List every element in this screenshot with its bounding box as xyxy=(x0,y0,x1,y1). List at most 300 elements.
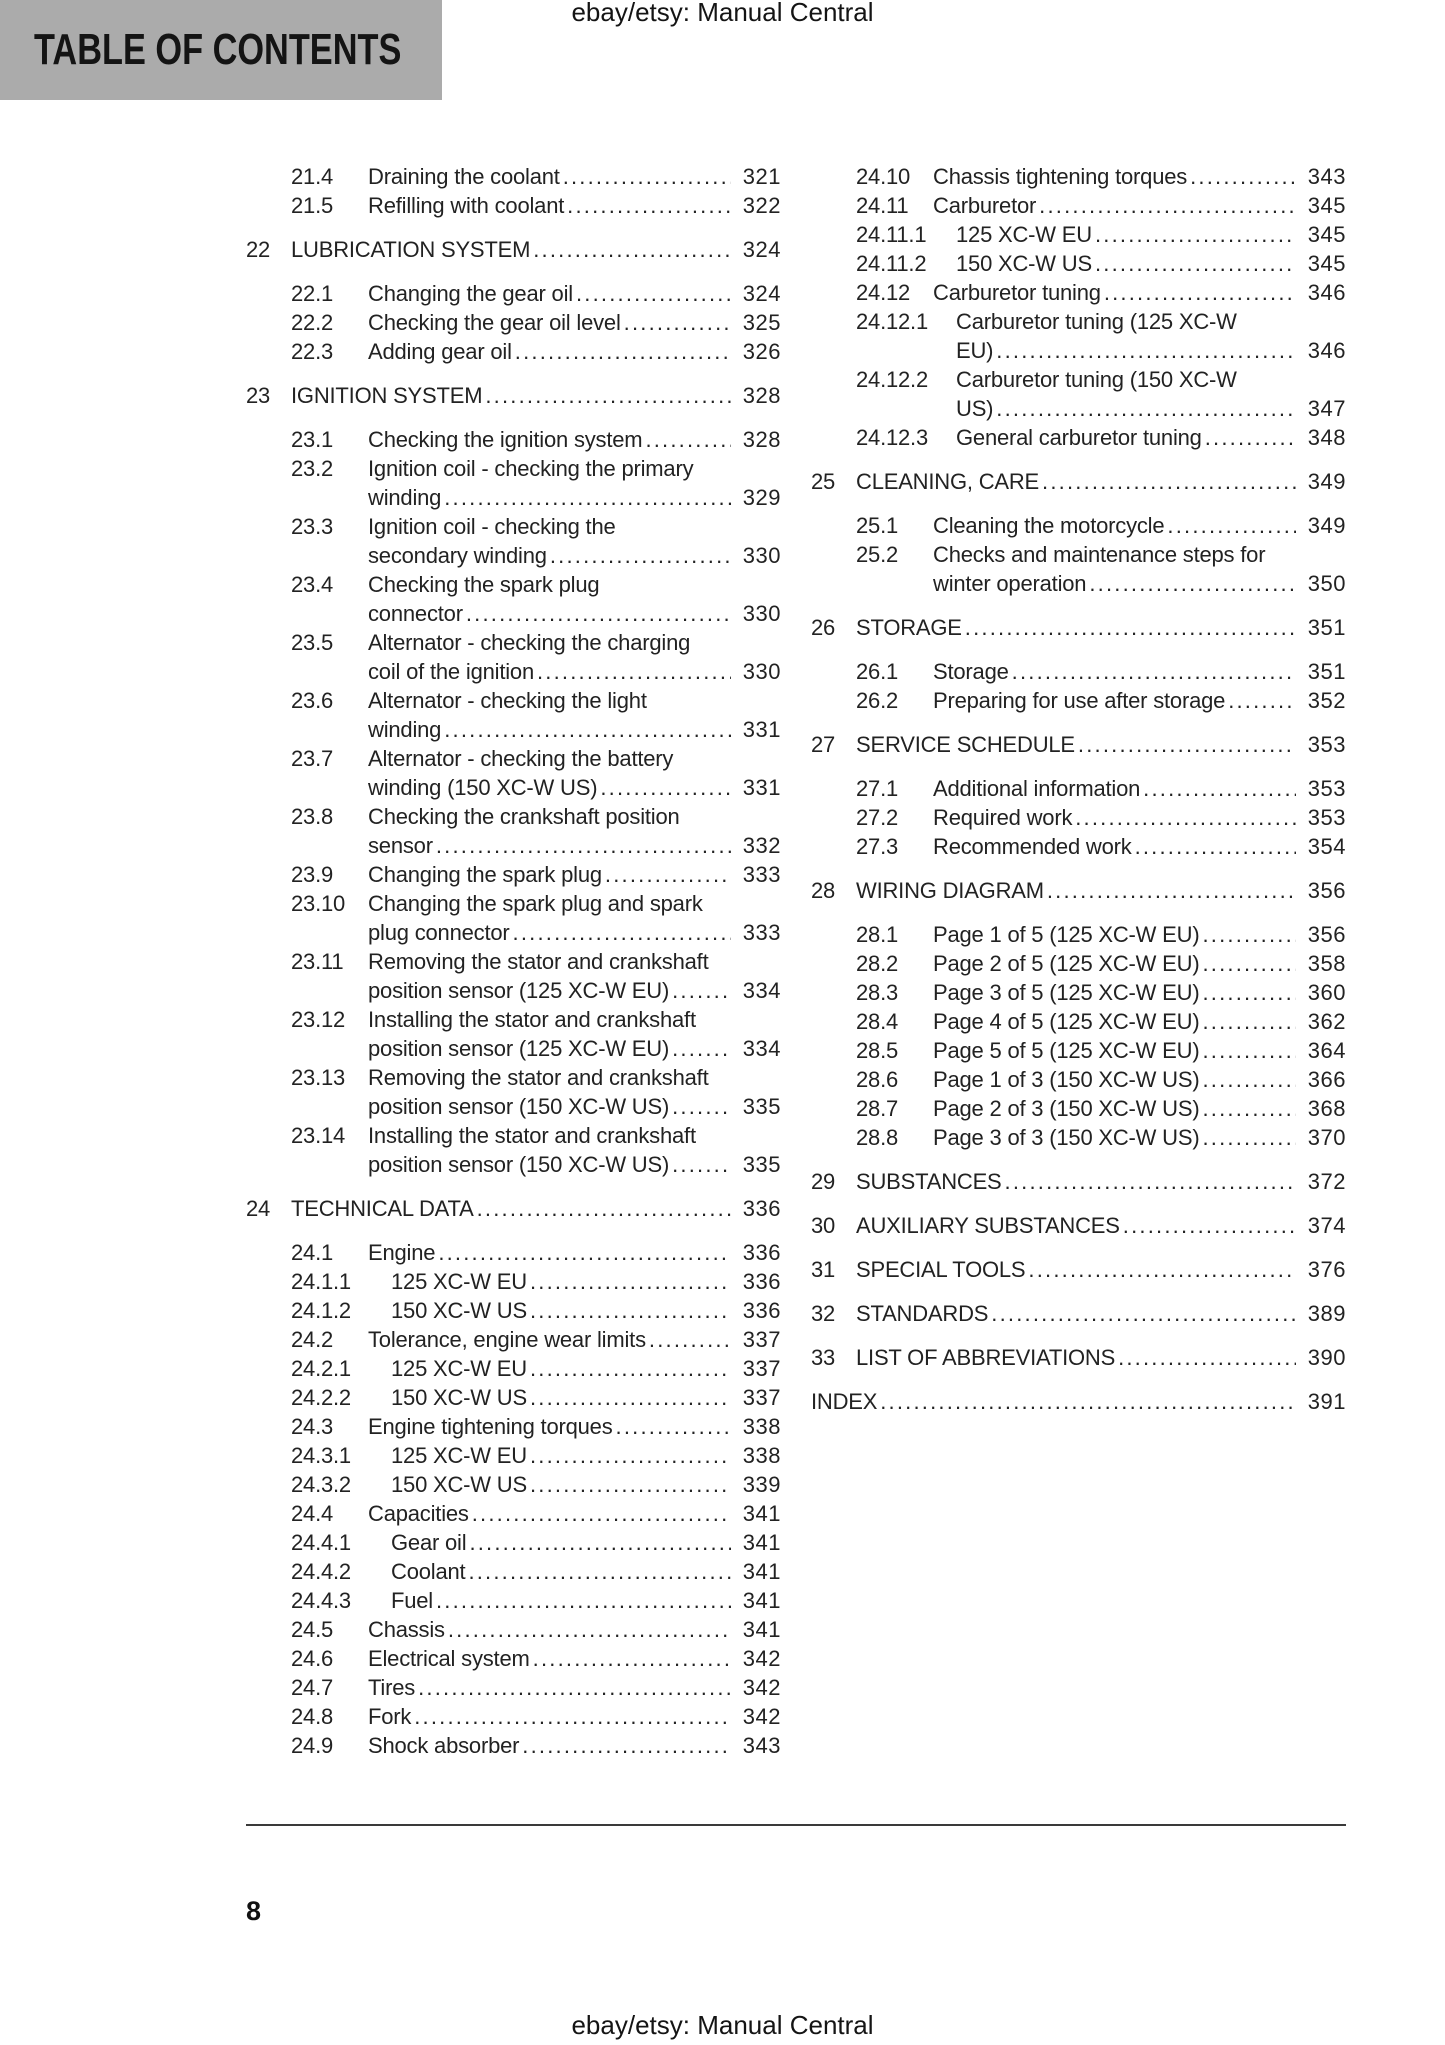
toc-entry-page: 335 xyxy=(742,1152,781,1177)
toc-entry-title-line: Carburetor tuning (150 XC-W xyxy=(956,367,1237,392)
toc-entry-24.1.2 xyxy=(246,1296,781,1325)
toc-entry-number: 28.5 xyxy=(856,1038,899,1063)
toc-entry-23.8 xyxy=(246,802,781,860)
toc-entry-number: 23.7 xyxy=(291,746,334,771)
toc-entry-body xyxy=(856,1211,1346,1240)
toc-entry-page: 370 xyxy=(1307,1125,1346,1150)
toc-entry-24.12.2 xyxy=(811,365,1346,423)
toc-entry-title: CLEANING, CARE xyxy=(856,469,1040,494)
toc-entry-page: 391 xyxy=(1307,1389,1346,1414)
toc-entry-body xyxy=(368,1238,781,1267)
toc-entry-title: STANDARDS xyxy=(856,1301,989,1326)
toc-entry-24.4 xyxy=(246,1499,781,1528)
toc-entry-24.4.2 xyxy=(246,1557,781,1586)
dot-leader xyxy=(1202,1123,1296,1152)
toc-entry-title: Engine tightening torques xyxy=(368,1414,613,1439)
dot-leader xyxy=(448,1615,731,1644)
toc-entry-number: 22.1 xyxy=(291,281,334,306)
toc-entry-title: connector xyxy=(368,601,463,626)
toc-entry-body xyxy=(368,1412,781,1441)
toc-entry-number: 23.2 xyxy=(291,456,334,481)
toc-entry-number: 24.2.2 xyxy=(291,1385,351,1410)
dot-leader xyxy=(649,1325,731,1354)
toc-entry-number: 24.12.3 xyxy=(856,425,929,450)
toc-entry-last-line xyxy=(368,1702,781,1731)
toc-entry-title-line: Ignition coil - checking the xyxy=(368,514,616,539)
toc-entry-number: 27.1 xyxy=(856,776,899,801)
toc-entry-body xyxy=(933,540,1346,598)
dot-leader xyxy=(444,483,731,512)
toc-entry-page: 336 xyxy=(742,1196,781,1221)
dot-leader xyxy=(1089,569,1296,598)
toc-entry-body xyxy=(368,686,781,744)
dot-leader xyxy=(513,918,731,947)
toc-entry-body xyxy=(956,249,1346,278)
toc-entry-last-line xyxy=(368,1499,781,1528)
toc-entry-page: 322 xyxy=(742,193,781,218)
toc-entry-title: winding (150 XC-W US) xyxy=(368,775,598,800)
toc-entry-last-line xyxy=(956,336,1346,365)
footer-page-number: 8 xyxy=(246,1896,262,1926)
dot-leader xyxy=(1095,249,1296,278)
toc-entry-28 xyxy=(811,876,1346,905)
toc-entry-last-line xyxy=(368,1092,781,1121)
toc-entry-page: 358 xyxy=(1307,951,1346,976)
toc-entry-number: 26.2 xyxy=(856,688,899,713)
toc-entry-title: Additional information xyxy=(933,776,1141,801)
toc-entry-title-line: Carburetor tuning (125 XC-W xyxy=(956,309,1237,334)
toc-entry-page: 334 xyxy=(742,1036,781,1061)
toc-entry-page: 349 xyxy=(1307,513,1346,538)
toc-entry-title: Page 2 of 5 (125 XC-W EU) xyxy=(933,951,1200,976)
toc-columns xyxy=(246,162,1346,1760)
toc-entry-title: SERVICE SCHEDULE xyxy=(856,732,1075,757)
dot-leader xyxy=(530,1354,731,1383)
dot-leader xyxy=(880,1387,1296,1416)
toc-entry-number: 26 xyxy=(811,615,836,640)
toc-entry-number: 24.1.1 xyxy=(291,1269,351,1294)
dot-leader xyxy=(563,162,731,191)
dot-leader xyxy=(1123,1211,1296,1240)
toc-entry-body xyxy=(933,832,1346,861)
toc-entry-body xyxy=(368,744,781,802)
dot-leader xyxy=(530,1267,731,1296)
toc-entry-last-line xyxy=(368,831,781,860)
toc-entry-page: 330 xyxy=(742,659,781,684)
toc-entry-body xyxy=(933,1123,1346,1152)
toc-entry-number: 27.2 xyxy=(856,805,899,830)
toc-entry-number: 23.9 xyxy=(291,862,334,887)
toc-entry-number: 32 xyxy=(811,1301,836,1326)
toc-entry-number: 25.1 xyxy=(856,513,899,538)
toc-entry-last-line xyxy=(933,1123,1346,1152)
toc-entry-number: 33 xyxy=(811,1345,836,1370)
toc-entry-last-line xyxy=(933,569,1346,598)
toc-entry-page: 347 xyxy=(1307,396,1346,421)
toc-entry-number: 24.2 xyxy=(291,1327,334,1352)
toc-entry-body xyxy=(391,1354,781,1383)
toc-entry-page: 326 xyxy=(742,339,781,364)
toc-entry-body xyxy=(368,889,781,947)
toc-entry-page: 341 xyxy=(742,1617,781,1642)
toc-entry-number: 23.10 xyxy=(291,891,346,916)
toc-entry-page: 345 xyxy=(1307,222,1346,247)
dot-leader xyxy=(672,1034,731,1063)
toc-entry-number: 28 xyxy=(811,878,836,903)
toc-entry-title: Chassis xyxy=(368,1617,445,1642)
dot-leader xyxy=(1202,978,1296,1007)
toc-entry-title-line: Changing the spark plug and spark xyxy=(368,891,703,916)
toc-entry-body xyxy=(856,1167,1346,1196)
toc-entry-last-line xyxy=(856,1255,1346,1284)
toc-entry-page: 389 xyxy=(1307,1301,1346,1326)
dot-leader xyxy=(1167,511,1296,540)
toc-entry-body xyxy=(933,511,1346,540)
toc-entry-22.3 xyxy=(246,337,781,366)
toc-entry-title: US) xyxy=(956,396,994,421)
toc-entry-last-line xyxy=(391,1557,781,1586)
dot-leader xyxy=(1202,1036,1296,1065)
toc-entry-last-line xyxy=(391,1383,781,1412)
toc-entry-last-line xyxy=(368,1150,781,1179)
toc-entry-number: 24.11 xyxy=(856,193,909,218)
toc-entry-22.1 xyxy=(246,279,781,308)
toc-entry-number: 28.7 xyxy=(856,1096,899,1121)
toc-entry-title: INDEX xyxy=(811,1389,878,1414)
toc-entry-title-line: Alternator - checking the light xyxy=(368,688,647,713)
toc-entry-last-line xyxy=(856,730,1346,759)
toc-entry-body xyxy=(933,1065,1346,1094)
toc-entry-number: 24.11.1 xyxy=(856,222,927,247)
dot-leader xyxy=(672,1092,731,1121)
toc-entry-index xyxy=(811,1387,1346,1416)
toc-entry-title: IGNITION SYSTEM xyxy=(291,383,483,408)
toc-entry-last-line xyxy=(933,191,1346,220)
dot-leader xyxy=(436,831,731,860)
toc-entry-last-line xyxy=(933,978,1346,1007)
toc-entry-page: 353 xyxy=(1307,776,1346,801)
toc-entry-title: 150 XC-W US xyxy=(956,251,1092,276)
toc-entry-24.6 xyxy=(246,1644,781,1673)
toc-entry-last-line xyxy=(291,1194,781,1223)
toc-entry-23.4 xyxy=(246,570,781,628)
toc-entry-title-line: Checking the crankshaft position xyxy=(368,804,680,829)
dot-leader xyxy=(1135,832,1296,861)
dot-leader xyxy=(472,1499,731,1528)
dot-leader xyxy=(533,235,731,264)
toc-entry-body xyxy=(856,613,1346,642)
toc-entry-page: 350 xyxy=(1307,571,1346,596)
toc-entry-title: Page 5 of 5 (125 XC-W EU) xyxy=(933,1038,1200,1063)
toc-entry-24.2 xyxy=(246,1325,781,1354)
toc-entry-body xyxy=(856,1255,1346,1284)
toc-entry-title: Preparing for use after storage xyxy=(933,688,1226,713)
toc-entry-last-line xyxy=(933,162,1346,191)
dot-leader xyxy=(438,1238,731,1267)
toc-entry-body xyxy=(933,774,1346,803)
toc-entry-body xyxy=(368,1615,781,1644)
toc-entry-page: 337 xyxy=(742,1356,781,1381)
toc-entry-28.1 xyxy=(811,920,1346,949)
toc-entry-page: 321 xyxy=(742,164,781,189)
toc-entry-body xyxy=(956,423,1346,452)
toc-entry-page: 329 xyxy=(742,485,781,510)
dot-leader xyxy=(485,381,731,410)
toc-entry-body xyxy=(933,686,1346,715)
toc-entry-23.7 xyxy=(246,744,781,802)
toc-entry-title: Fork xyxy=(368,1704,412,1729)
toc-entry-last-line xyxy=(291,235,781,264)
dot-leader xyxy=(1202,1007,1296,1036)
toc-entry-title: Storage xyxy=(933,659,1009,684)
toc-entry-24.7 xyxy=(246,1673,781,1702)
toc-entry-page: 337 xyxy=(742,1327,781,1352)
toc-entry-last-line xyxy=(291,381,781,410)
toc-entry-number: 24.4.2 xyxy=(291,1559,351,1584)
toc-entry-24 xyxy=(246,1194,781,1223)
toc-entry-23.12 xyxy=(246,1005,781,1063)
toc-entry-last-line xyxy=(368,860,781,889)
toc-entry-25 xyxy=(811,467,1346,496)
toc-entry-23.13 xyxy=(246,1063,781,1121)
toc-entry-title-line: Ignition coil - checking the primary xyxy=(368,456,694,481)
toc-entry-number: 22.3 xyxy=(291,339,334,364)
toc-entry-title-line: Alternator - checking the charging xyxy=(368,630,691,655)
toc-entry-body xyxy=(368,802,781,860)
toc-entry-last-line xyxy=(368,773,781,802)
dot-leader xyxy=(533,1644,731,1673)
toc-entry-24.5 xyxy=(246,1615,781,1644)
toc-entry-24.3.2 xyxy=(246,1470,781,1499)
toc-entry-title: position sensor (150 XC-W US) xyxy=(368,1094,670,1119)
toc-entry-last-line xyxy=(933,657,1346,686)
toc-entry-24.12.3 xyxy=(811,423,1346,452)
dot-leader xyxy=(645,425,731,454)
toc-entry-title: Coolant xyxy=(391,1559,466,1584)
toc-entry-body xyxy=(933,803,1346,832)
toc-entry-body xyxy=(368,1325,781,1354)
toc-entry-title: sensor xyxy=(368,833,433,858)
toc-entry-last-line xyxy=(933,1065,1346,1094)
toc-entry-23.9 xyxy=(246,860,781,889)
toc-entry-page: 345 xyxy=(1307,193,1346,218)
toc-entry-last-line xyxy=(933,949,1346,978)
toc-entry-number: 25 xyxy=(811,469,836,494)
toc-entry-title: Recommended work xyxy=(933,834,1132,859)
toc-entry-title: Cleaning the motorcycle xyxy=(933,513,1165,538)
toc-entry-number: 29 xyxy=(811,1169,836,1194)
toc-entry-page: 335 xyxy=(742,1094,781,1119)
toc-entry-28.5 xyxy=(811,1036,1346,1065)
toc-entry-page: 351 xyxy=(1307,659,1346,684)
toc-entry-body xyxy=(368,308,781,337)
toc-entry-page: 332 xyxy=(742,833,781,858)
toc-entry-title: winding xyxy=(368,717,442,742)
toc-entry-number: 24.3 xyxy=(291,1414,334,1439)
toc-entry-26.2 xyxy=(811,686,1346,715)
toc-entry-body xyxy=(368,1121,781,1179)
toc-entry-page: 333 xyxy=(742,862,781,887)
toc-entry-last-line xyxy=(368,657,781,686)
toc-entry-page: 346 xyxy=(1307,338,1346,363)
toc-entry-last-line xyxy=(368,1615,781,1644)
dot-leader xyxy=(522,1731,731,1760)
toc-entry-page: 328 xyxy=(742,383,781,408)
toc-entry-body xyxy=(933,1036,1346,1065)
toc-entry-body xyxy=(368,570,781,628)
toc-entry-title: LUBRICATION SYSTEM xyxy=(291,237,531,262)
toc-entry-page: 364 xyxy=(1307,1038,1346,1063)
toc-entry-last-line xyxy=(391,1470,781,1499)
toc-entry-23.11 xyxy=(246,947,781,1005)
toc-entry-24.10 xyxy=(811,162,1346,191)
dot-leader xyxy=(530,1296,731,1325)
toc-entry-last-line xyxy=(933,278,1346,307)
toc-entry-number: 24.3.2 xyxy=(291,1472,351,1497)
toc-entry-page: 351 xyxy=(1307,615,1346,640)
toc-entry-last-line xyxy=(933,832,1346,861)
toc-entry-page: 390 xyxy=(1307,1345,1346,1370)
toc-entry-24.12 xyxy=(811,278,1346,307)
toc-entry-title: Page 1 of 3 (150 XC-W US) xyxy=(933,1067,1200,1092)
dot-leader xyxy=(1202,1094,1296,1123)
dot-leader xyxy=(1042,467,1296,496)
toc-column-left xyxy=(246,162,781,1760)
toc-entry-number: 23.1 xyxy=(291,427,334,452)
toc-entry-body xyxy=(933,657,1346,686)
toc-entry-body xyxy=(933,278,1346,307)
toc-entry-28.4 xyxy=(811,1007,1346,1036)
toc-entry-21.5 xyxy=(246,191,781,220)
toc-entry-title: position sensor (125 XC-W EU) xyxy=(368,1036,670,1061)
toc-entry-page: 342 xyxy=(742,1675,781,1700)
toc-entry-page: 324 xyxy=(742,237,781,262)
toc-entry-body xyxy=(933,949,1346,978)
toc-entry-page: 334 xyxy=(742,978,781,1003)
toc-entry-number: 23.13 xyxy=(291,1065,346,1090)
toc-entry-page: 325 xyxy=(742,310,781,335)
toc-entry-last-line xyxy=(933,686,1346,715)
toc-entry-number: 28.8 xyxy=(856,1125,899,1150)
toc-entry-number: 28.2 xyxy=(856,951,899,976)
toc-entry-page: 328 xyxy=(742,427,781,452)
toc-entry-body xyxy=(933,920,1346,949)
dot-leader xyxy=(616,1412,731,1441)
toc-entry-title: 125 XC-W EU xyxy=(391,1443,527,1468)
toc-entry-title: SPECIAL TOOLS xyxy=(856,1257,1026,1282)
toc-entry-page: 342 xyxy=(742,1646,781,1671)
toc-entry-body xyxy=(956,365,1346,423)
toc-entry-number: 23.11 xyxy=(291,949,344,974)
toc-entry-number: 24.1 xyxy=(291,1240,334,1265)
toc-entry-last-line xyxy=(391,1441,781,1470)
toc-entry-body xyxy=(856,1299,1346,1328)
toc-entry-27.1 xyxy=(811,774,1346,803)
toc-entry-number: 24.2.1 xyxy=(291,1356,351,1381)
toc-entry-24.3 xyxy=(246,1412,781,1441)
toc-entry-body xyxy=(856,467,1346,496)
toc-entry-last-line xyxy=(956,220,1346,249)
toc-entry-title-line: Removing the stator and crankshaft xyxy=(368,1065,709,1090)
toc-entry-page: 343 xyxy=(742,1733,781,1758)
toc-entry-number: 23.8 xyxy=(291,804,334,829)
toc-entry-body xyxy=(291,1194,781,1223)
toc-entry-24.1 xyxy=(246,1238,781,1267)
toc-entry-number: 24.9 xyxy=(291,1733,334,1758)
dot-leader xyxy=(1202,949,1296,978)
dot-leader xyxy=(996,394,1296,423)
toc-entry-number: 28.6 xyxy=(856,1067,899,1092)
dot-leader xyxy=(1202,920,1296,949)
toc-entry-last-line xyxy=(933,803,1346,832)
toc-entry-last-line xyxy=(368,1644,781,1673)
toc-entry-last-line xyxy=(933,774,1346,803)
toc-entry-last-line xyxy=(391,1354,781,1383)
toc-entry-body xyxy=(391,1586,781,1615)
toc-entry-page: 366 xyxy=(1307,1067,1346,1092)
toc-entry-title: Required work xyxy=(933,805,1073,830)
toc-entry-body xyxy=(933,1094,1346,1123)
toc-entry-number: 24 xyxy=(246,1196,271,1221)
toc-entry-body xyxy=(368,512,781,570)
toc-entry-22 xyxy=(246,235,781,264)
toc-entry-page: 330 xyxy=(742,543,781,568)
dot-leader xyxy=(576,279,731,308)
toc-entry-body xyxy=(368,1644,781,1673)
toc-entry-title: 125 XC-W EU xyxy=(956,222,1092,247)
dot-leader xyxy=(1078,730,1296,759)
toc-entry-last-line xyxy=(856,1343,1346,1372)
toc-entry-26 xyxy=(811,613,1346,642)
toc-entry-23 xyxy=(246,381,781,410)
toc-entry-28.7 xyxy=(811,1094,1346,1123)
toc-entry-number: 30 xyxy=(811,1213,836,1238)
toc-entry-last-line xyxy=(368,1412,781,1441)
toc-entry-last-line xyxy=(956,394,1346,423)
toc-entry-24.8 xyxy=(246,1702,781,1731)
toc-entry-last-line xyxy=(933,1007,1346,1036)
toc-entry-number: 24.5 xyxy=(291,1617,334,1642)
toc-entry-title: Electrical system xyxy=(368,1646,530,1671)
dot-leader xyxy=(1205,423,1296,452)
toc-entry-28.3 xyxy=(811,978,1346,1007)
toc-entry-number: 24.1.2 xyxy=(291,1298,351,1323)
toc-entry-24.12.1 xyxy=(811,307,1346,365)
toc-entry-last-line xyxy=(368,483,781,512)
dot-leader xyxy=(991,1299,1296,1328)
toc-entry-body xyxy=(368,337,781,366)
toc-entry-body xyxy=(933,191,1346,220)
toc-entry-page: 331 xyxy=(742,717,781,742)
toc-entry-number: 23.6 xyxy=(291,688,334,713)
toc-entry-body xyxy=(391,1383,781,1412)
toc-entry-24.4.3 xyxy=(246,1586,781,1615)
dot-leader xyxy=(1190,162,1296,191)
toc-entry-page: 324 xyxy=(742,281,781,306)
dot-leader xyxy=(672,976,731,1005)
toc-entry-page: 338 xyxy=(742,1443,781,1468)
toc-entry-page: 348 xyxy=(1307,425,1346,450)
toc-entry-page: 336 xyxy=(742,1269,781,1294)
toc-entry-page: 341 xyxy=(742,1588,781,1613)
dot-leader xyxy=(1075,803,1296,832)
toc-entry-number: 28.1 xyxy=(856,922,899,947)
toc-entry-page: 356 xyxy=(1307,878,1346,903)
toc-entry-23.3 xyxy=(246,512,781,570)
dot-leader xyxy=(965,613,1296,642)
toc-entry-last-line xyxy=(368,191,781,220)
toc-entry-title: 150 XC-W US xyxy=(391,1385,527,1410)
